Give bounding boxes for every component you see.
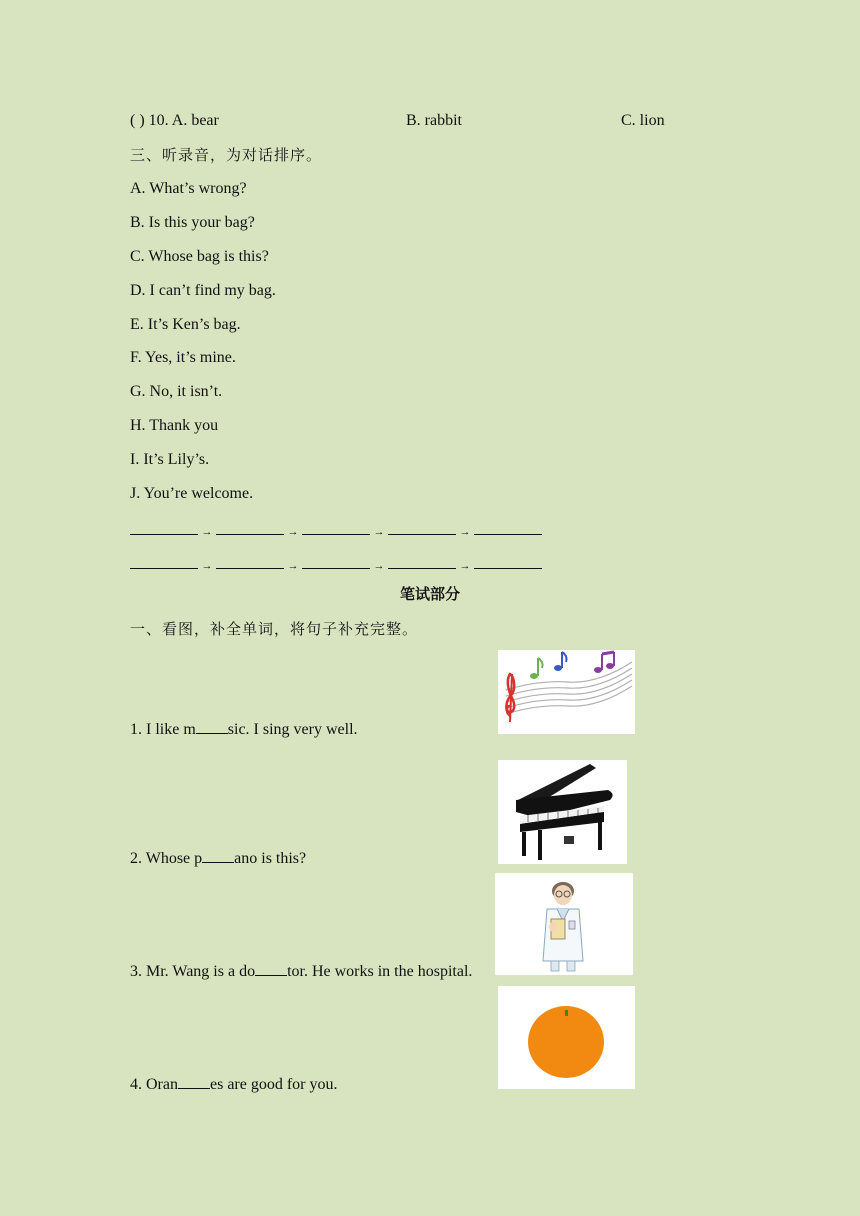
answer-blank[interactable] [474, 520, 542, 535]
written-heading: 一、看图，补全单词，将句子补充完整。 [130, 620, 419, 638]
section3-heading: 三、听录音，为对话排序。 [130, 146, 323, 164]
dialogue-item: I. It’s Lily’s. [130, 451, 210, 468]
arrow-icon: → [373, 526, 385, 538]
question-1 [130, 719, 358, 740]
arrow-icon: → [287, 560, 299, 572]
doctor-icon [495, 873, 633, 975]
fill-blank[interactable] [255, 961, 287, 976]
arrow-icon: → [373, 560, 385, 572]
question-1-after: sic. I sing very well. [227, 721, 358, 738]
arrow-icon: → [287, 526, 299, 538]
answer-blank[interactable] [130, 520, 198, 535]
answer-blank[interactable] [302, 554, 370, 569]
answer-blank[interactable] [216, 554, 284, 569]
dialogue-item: D. I can’t find my bag. [130, 282, 276, 299]
question-3-after: tor. He works in the hospital. [287, 963, 473, 980]
dialogue-item: G. No, it isn’t. [130, 383, 223, 400]
answer-blank[interactable] [130, 554, 198, 569]
dialogue-item: F. Yes, it’s mine. [130, 349, 236, 366]
fill-blank[interactable] [178, 1074, 210, 1089]
question-3-before: 3. Mr. Wang is a do [130, 963, 256, 980]
question-3 [130, 961, 472, 982]
answer-blank[interactable] [216, 520, 284, 535]
answer-row-2 [130, 554, 542, 572]
arrow-icon: → [201, 560, 213, 572]
question-2-before: 2. Whose p [130, 850, 203, 867]
question-2-after: ano is this? [234, 850, 307, 867]
arrow-icon: → [459, 526, 471, 538]
q10-option-c: C. lion [621, 112, 665, 129]
q10-stem: ( ) 10. A. bear [130, 112, 219, 129]
dialogue-item: H. Thank you [130, 417, 219, 434]
fill-blank[interactable] [196, 719, 228, 734]
orange-icon [498, 986, 635, 1089]
answer-row-1 [130, 520, 542, 538]
answer-blank[interactable] [388, 554, 456, 569]
piano-icon [498, 760, 627, 864]
music-notes-icon [498, 650, 635, 734]
question-4-before: 4. Oran [130, 1076, 178, 1093]
fill-blank[interactable] [202, 848, 234, 863]
dialogue-item: J. You’re welcome. [130, 485, 254, 502]
answer-blank[interactable] [388, 520, 456, 535]
answer-blank[interactable] [302, 520, 370, 535]
question-4-after: es are good for you. [209, 1076, 338, 1093]
question-2 [130, 848, 306, 869]
written-part-title: 笔试部分 [399, 585, 460, 603]
dialogue-item: A. What’s wrong? [130, 180, 247, 197]
dialogue-item: B. Is this your bag? [130, 214, 255, 231]
question-4 [130, 1074, 338, 1095]
q10-option-b: B. rabbit [406, 112, 462, 129]
arrow-icon: → [201, 526, 213, 538]
answer-blank[interactable] [474, 554, 542, 569]
dialogue-item: C. Whose bag is this? [130, 248, 269, 265]
arrow-icon: → [459, 560, 471, 572]
dialogue-item: E. It’s Ken’s bag. [130, 316, 241, 333]
question-1-before: 1. I like m [130, 721, 196, 738]
